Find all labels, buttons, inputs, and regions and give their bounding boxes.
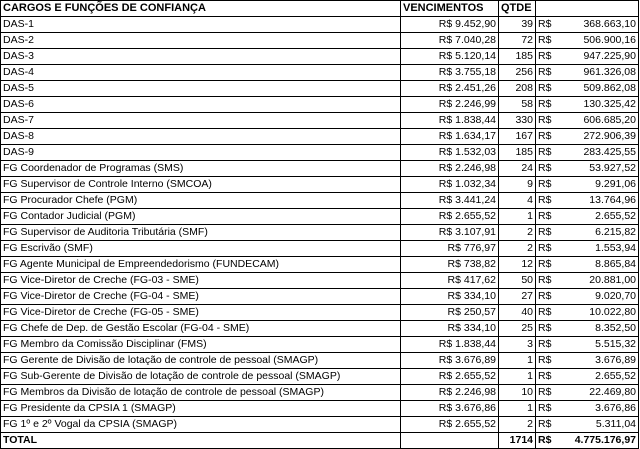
cargo-cell: DAS-1 xyxy=(1,17,401,33)
qtde-cell: 58 xyxy=(499,97,536,113)
qtde-cell: 1 xyxy=(499,209,536,225)
qtde-cell: 185 xyxy=(499,145,536,161)
cargo-cell: FG Presidente da CPSIA 1 (SMAGP) xyxy=(1,401,401,417)
table-row xyxy=(1,257,639,273)
qtde-cell: 185 xyxy=(499,49,536,65)
cargo-cell: FG Sub-Gerente de Divisão de lotação de controle de pessoal (SMAGP) xyxy=(1,369,401,385)
qtde-cell: 39 xyxy=(499,17,536,33)
cargo-cell: FG Membros da Divisão de lotação de controle de pessoal (SMAGP) xyxy=(1,385,401,401)
total-cell: 20.881,00 xyxy=(556,273,639,289)
total-cell: 9.020,70 xyxy=(556,289,639,305)
header-qtde: QTDE xyxy=(499,1,536,17)
vencimento-cell: R$ 2.655,52 xyxy=(401,417,499,433)
qtde-cell: 25 xyxy=(499,321,536,337)
table-row xyxy=(1,337,639,353)
header-total xyxy=(536,1,639,17)
vencimento-cell: R$ 2.655,52 xyxy=(401,209,499,225)
cargo-cell: FG Membro da Comissão Disciplinar (FMS) xyxy=(1,337,401,353)
currency-cell: R$ xyxy=(536,321,556,337)
total-cell: 283.425,55 xyxy=(556,145,639,161)
cargo-cell: DAS-4 xyxy=(1,65,401,81)
qtde-cell: 10 xyxy=(499,385,536,401)
currency-cell: R$ xyxy=(536,177,556,193)
total-currency: R$ xyxy=(536,433,556,449)
qtde-cell: 330 xyxy=(499,113,536,129)
qtde-cell: 4 xyxy=(499,193,536,209)
total-cell: 5.515,32 xyxy=(556,337,639,353)
qtde-cell: 1 xyxy=(499,353,536,369)
vencimento-cell: R$ 7.040,28 xyxy=(401,33,499,49)
vencimento-cell: R$ 1.032,34 xyxy=(401,177,499,193)
total-cell: 506.900,16 xyxy=(556,33,639,49)
vencimento-cell: R$ 5.120,14 xyxy=(401,49,499,65)
cargo-cell: DAS-5 xyxy=(1,81,401,97)
total-cell: 947.225,90 xyxy=(556,49,639,65)
total-cell: 368.663,10 xyxy=(556,17,639,33)
table-row xyxy=(1,369,639,385)
header-cargo: CARGOS E FUNÇÕES DE CONFIANÇA xyxy=(1,1,401,17)
vencimento-cell: R$ 1.838,44 xyxy=(401,113,499,129)
table-row xyxy=(1,81,639,97)
currency-cell: R$ xyxy=(536,305,556,321)
table-row xyxy=(1,145,639,161)
total-amount: 4.775.176,97 xyxy=(556,433,639,449)
qtde-cell: 27 xyxy=(499,289,536,305)
currency-cell: R$ xyxy=(536,97,556,113)
total-qtde: 1714 xyxy=(499,433,536,449)
total-cell: 509.862,08 xyxy=(556,81,639,97)
total-cell: 6.215,82 xyxy=(556,225,639,241)
total-cell: 3.676,86 xyxy=(556,401,639,417)
currency-cell: R$ xyxy=(536,337,556,353)
vencimento-cell: R$ 2.246,98 xyxy=(401,385,499,401)
total-cell: 10.022,80 xyxy=(556,305,639,321)
qtde-cell: 167 xyxy=(499,129,536,145)
currency-cell: R$ xyxy=(536,49,556,65)
table-row xyxy=(1,289,639,305)
vencimento-cell: R$ 1.838,44 xyxy=(401,337,499,353)
currency-cell: R$ xyxy=(536,241,556,257)
currency-cell: R$ xyxy=(536,401,556,417)
vencimento-cell: R$ 2.655,52 xyxy=(401,369,499,385)
currency-cell: R$ xyxy=(536,209,556,225)
table-row xyxy=(1,65,639,81)
total-cell: 2.655,52 xyxy=(556,209,639,225)
cargo-cell: DAS-9 xyxy=(1,145,401,161)
qtde-cell: 2 xyxy=(499,241,536,257)
cargo-cell: FG Supervisor de Auditoria Tributária (SMF) xyxy=(1,225,401,241)
currency-cell: R$ xyxy=(536,33,556,49)
vencimento-cell: R$ 9.452,90 xyxy=(401,17,499,33)
table-row xyxy=(1,97,639,113)
currency-cell: R$ xyxy=(536,385,556,401)
table-row xyxy=(1,129,639,145)
total-cell: 606.685,20 xyxy=(556,113,639,129)
table-row xyxy=(1,193,639,209)
total-cell: 130.325,42 xyxy=(556,97,639,113)
currency-cell: R$ xyxy=(536,273,556,289)
total-row xyxy=(1,433,639,449)
qtde-cell: 2 xyxy=(499,225,536,241)
qtde-cell: 1 xyxy=(499,369,536,385)
currency-cell: R$ xyxy=(536,145,556,161)
cargo-cell: FG Agente Municipal de Empreendedorismo (FUNDECAM) xyxy=(1,257,401,273)
cargo-cell: FG Supervisor de Controle Interno (SMCOA) xyxy=(1,177,401,193)
vencimento-cell: R$ 776,97 xyxy=(401,241,499,257)
table-row xyxy=(1,401,639,417)
cargo-cell: FG Procurador Chefe (PGM) xyxy=(1,193,401,209)
table-row xyxy=(1,273,639,289)
qtde-cell: 24 xyxy=(499,161,536,177)
currency-cell: R$ xyxy=(536,17,556,33)
cargo-cell: FG Vice-Diretor de Creche (FG-04 - SME) xyxy=(1,289,401,305)
total-cell: 53.927,52 xyxy=(556,161,639,177)
currency-cell: R$ xyxy=(536,81,556,97)
table-row xyxy=(1,353,639,369)
table-row xyxy=(1,225,639,241)
table-row xyxy=(1,209,639,225)
table-row xyxy=(1,241,639,257)
vencimento-cell: R$ 1.634,17 xyxy=(401,129,499,145)
vencimento-cell: R$ 2.246,99 xyxy=(401,97,499,113)
total-cell: 22.469,80 xyxy=(556,385,639,401)
vencimento-cell: R$ 1.532,03 xyxy=(401,145,499,161)
currency-cell: R$ xyxy=(536,257,556,273)
cargo-cell: FG Vice-Diretor de Creche (FG-03 - SME) xyxy=(1,273,401,289)
cargo-cell: DAS-8 xyxy=(1,129,401,145)
currency-cell: R$ xyxy=(536,369,556,385)
vencimento-cell: R$ 3.441,24 xyxy=(401,193,499,209)
currency-cell: R$ xyxy=(536,289,556,305)
qtde-cell: 9 xyxy=(499,177,536,193)
vencimento-cell: R$ 3.755,18 xyxy=(401,65,499,81)
total-cell: 1.553,94 xyxy=(556,241,639,257)
cargo-cell: FG Contador Judicial (PGM) xyxy=(1,209,401,225)
header-vencimentos: VENCIMENTOS xyxy=(401,1,499,17)
qtde-cell: 208 xyxy=(499,81,536,97)
total-cell: 961.326,08 xyxy=(556,65,639,81)
table-row xyxy=(1,385,639,401)
total-cell: 13.764,96 xyxy=(556,193,639,209)
total-vencimento xyxy=(401,433,499,449)
total-cell: 272.906,39 xyxy=(556,129,639,145)
currency-cell: R$ xyxy=(536,161,556,177)
currency-cell: R$ xyxy=(536,353,556,369)
cargo-cell: DAS-7 xyxy=(1,113,401,129)
table-row xyxy=(1,321,639,337)
total-cell: 8.352,50 xyxy=(556,321,639,337)
vencimento-cell: R$ 334,10 xyxy=(401,321,499,337)
currency-cell: R$ xyxy=(536,113,556,129)
cargo-cell: FG Chefe de Dep. de Gestão Escolar (FG-04 - SME) xyxy=(1,321,401,337)
currency-cell: R$ xyxy=(536,193,556,209)
table-row xyxy=(1,17,639,33)
cargo-cell: FG Gerente de Divisão de lotação de controle de pessoal (SMAGP) xyxy=(1,353,401,369)
cargo-cell: FG 1º e 2º Vogal da CPSIA (SMAGP) xyxy=(1,417,401,433)
qtde-cell: 3 xyxy=(499,337,536,353)
qtde-cell: 12 xyxy=(499,257,536,273)
table-row xyxy=(1,417,639,433)
vencimento-cell: R$ 3.676,86 xyxy=(401,401,499,417)
qtde-cell: 50 xyxy=(499,273,536,289)
table-row xyxy=(1,113,639,129)
cargo-cell: FG Escrivão (SMF) xyxy=(1,241,401,257)
table-row xyxy=(1,305,639,321)
vencimento-cell: R$ 2.451,26 xyxy=(401,81,499,97)
cargo-cell: DAS-6 xyxy=(1,97,401,113)
qtde-cell: 40 xyxy=(499,305,536,321)
vencimento-cell: R$ 250,57 xyxy=(401,305,499,321)
table-row xyxy=(1,161,639,177)
vencimento-cell: R$ 334,10 xyxy=(401,289,499,305)
total-cell: 9.291,06 xyxy=(556,177,639,193)
vencimento-cell: R$ 2.246,98 xyxy=(401,161,499,177)
vencimento-cell: R$ 3.107,91 xyxy=(401,225,499,241)
qtde-cell: 256 xyxy=(499,65,536,81)
cargo-cell: FG Vice-Diretor de Creche (FG-05 - SME) xyxy=(1,305,401,321)
cargo-cell: DAS-3 xyxy=(1,49,401,65)
table-row xyxy=(1,33,639,49)
total-cell: 8.865,84 xyxy=(556,257,639,273)
qtde-cell: 72 xyxy=(499,33,536,49)
currency-cell: R$ xyxy=(536,225,556,241)
currency-cell: R$ xyxy=(536,129,556,145)
table-row xyxy=(1,177,639,193)
qtde-cell: 1 xyxy=(499,401,536,417)
cargo-cell: DAS-2 xyxy=(1,33,401,49)
currency-cell: R$ xyxy=(536,65,556,81)
total-cell: 2.655,52 xyxy=(556,369,639,385)
cargo-cell: FG Coordenador de Programas (SMS) xyxy=(1,161,401,177)
vencimento-cell: R$ 738,82 xyxy=(401,257,499,273)
header-row xyxy=(1,1,639,17)
vencimento-cell: R$ 3.676,89 xyxy=(401,353,499,369)
table-row xyxy=(1,49,639,65)
currency-cell: R$ xyxy=(536,417,556,433)
vencimento-cell: R$ 417,62 xyxy=(401,273,499,289)
qtde-cell: 2 xyxy=(499,417,536,433)
total-cell: 5.311,04 xyxy=(556,417,639,433)
total-label: TOTAL xyxy=(1,433,401,449)
total-cell: 3.676,89 xyxy=(556,353,639,369)
